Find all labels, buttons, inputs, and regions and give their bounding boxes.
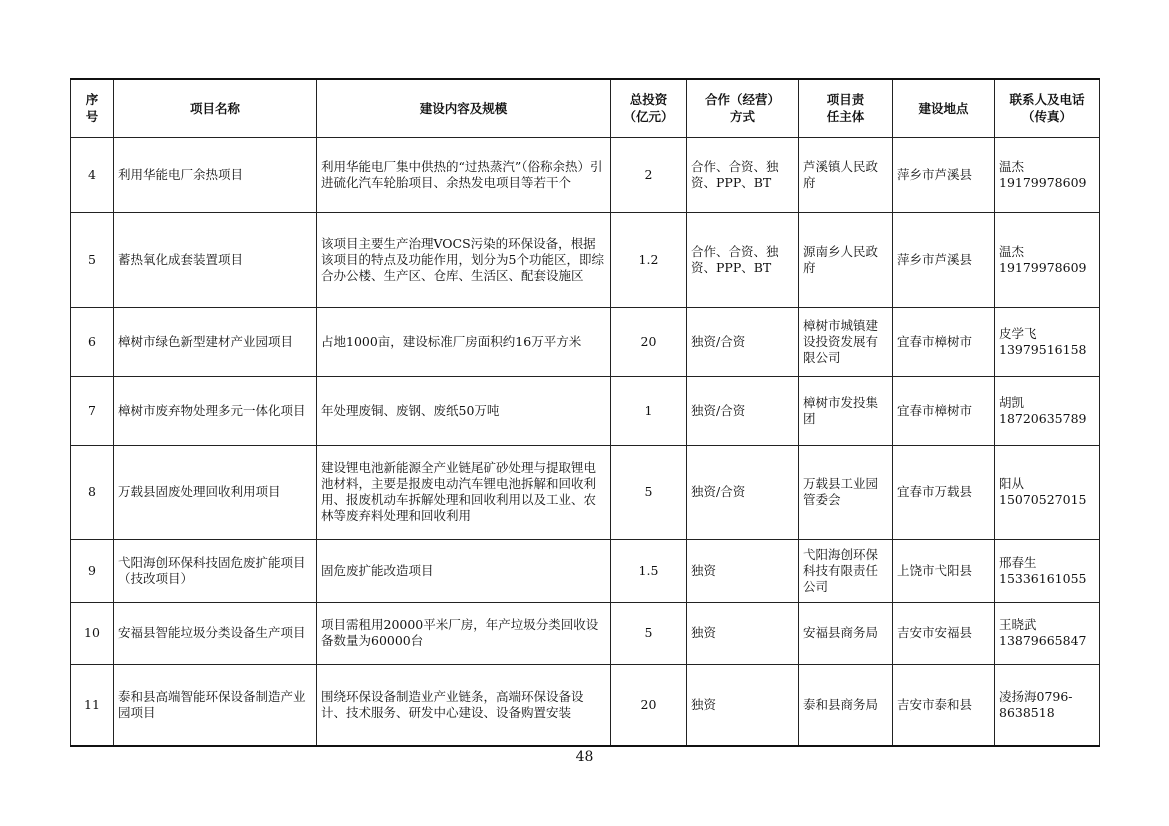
cell-name: 樟树市绿色新型建材产业园项目 [114, 307, 317, 376]
header-seq: 序 号 [71, 79, 114, 137]
header-row [71, 79, 1100, 137]
cell-seq: 6 [71, 307, 114, 376]
cell-content: 利用华能电厂集中供热的“过热蒸汽”（俗称余热）引进硫化汽车轮胎项目、余热发电项目等若干个 [317, 137, 611, 212]
cell-seq: 5 [71, 212, 114, 307]
cell-name: 万载县固废处理回收利用项目 [114, 445, 317, 539]
cell-coop: 独资 [687, 539, 799, 602]
cell-owner: 樟树市发投集团 [799, 376, 893, 445]
cell-location: 上饶市弋阳县 [893, 539, 995, 602]
table-row [71, 137, 1100, 212]
cell-content: 建设锂电池新能源全产业链尾矿砂处理与提取锂电池材料，主要是报废电动汽车锂电池拆解和回收利用、报废机动车拆解处理和回收利用以及工业、农林等废弃料处理和回收利用 [317, 445, 611, 539]
cell-seq: 4 [71, 137, 114, 212]
table-row [71, 664, 1100, 746]
cell-seq: 10 [71, 602, 114, 664]
cell-location: 吉安市安福县 [893, 602, 995, 664]
header-name: 项目名称 [114, 79, 317, 137]
cell-coop: 独资 [687, 602, 799, 664]
cell-location: 宜春市樟树市 [893, 307, 995, 376]
cell-contact: 邢春生 15336161055 [995, 539, 1100, 602]
table-row [71, 212, 1100, 307]
header-content: 建设内容及规模 [317, 79, 611, 137]
project-table [70, 78, 1100, 747]
cell-seq: 8 [71, 445, 114, 539]
header-location: 建设地点 [893, 79, 995, 137]
cell-coop: 独资/合资 [687, 445, 799, 539]
cell-invest: 5 [611, 602, 687, 664]
table-row [71, 602, 1100, 664]
cell-contact: 胡凯 18720635789 [995, 376, 1100, 445]
cell-owner: 万载县工业园管委会 [799, 445, 893, 539]
cell-coop: 合作、合资、独资、PPP、BT [687, 212, 799, 307]
table-row [71, 307, 1100, 376]
cell-name: 安福县智能垃圾分类设备生产项目 [114, 602, 317, 664]
cell-contact: 王晓武 13879665847 [995, 602, 1100, 664]
cell-seq: 11 [71, 664, 114, 746]
cell-location: 萍乡市芦溪县 [893, 212, 995, 307]
cell-location: 萍乡市芦溪县 [893, 137, 995, 212]
cell-invest: 1.5 [611, 539, 687, 602]
cell-owner: 樟树市城镇建设投资发展有限公司 [799, 307, 893, 376]
cell-content: 占地1000亩，建设标准厂房面积约16万平方米 [317, 307, 611, 376]
cell-name: 利用华能电厂余热项目 [114, 137, 317, 212]
cell-owner: 安福县商务局 [799, 602, 893, 664]
header-owner: 项目责 任主体 [799, 79, 893, 137]
cell-content: 项目需租用20000平米厂房，年产垃圾分类回收设备数量为60000台 [317, 602, 611, 664]
cell-coop: 独资/合资 [687, 307, 799, 376]
cell-seq: 7 [71, 376, 114, 445]
cell-name: 泰和县高端智能环保设备制造产业园项目 [114, 664, 317, 746]
cell-owner: 源南乡人民政府 [799, 212, 893, 307]
cell-location: 吉安市泰和县 [893, 664, 995, 746]
cell-contact: 皮学飞 13979516158 [995, 307, 1100, 376]
cell-owner: 芦溪镇人民政府 [799, 137, 893, 212]
cell-invest: 2 [611, 137, 687, 212]
cell-coop: 独资 [687, 664, 799, 746]
cell-location: 宜春市樟树市 [893, 376, 995, 445]
cell-contact: 温杰 19179978609 [995, 212, 1100, 307]
cell-contact: 温杰 19179978609 [995, 137, 1100, 212]
cell-invest: 20 [611, 664, 687, 746]
cell-contact: 凌扬海0796-8638518 [995, 664, 1100, 746]
cell-name: 樟树市废弃物处理多元一体化项目 [114, 376, 317, 445]
cell-seq: 9 [71, 539, 114, 602]
cell-invest: 1 [611, 376, 687, 445]
cell-contact: 阳从 15070527015 [995, 445, 1100, 539]
cell-invest: 20 [611, 307, 687, 376]
table-row [71, 539, 1100, 602]
table-row [71, 376, 1100, 445]
cell-content: 年处理废铜、废钢、废纸50万吨 [317, 376, 611, 445]
cell-coop: 独资/合资 [687, 376, 799, 445]
cell-name: 蓄热氧化成套装置项目 [114, 212, 317, 307]
cell-invest: 1.2 [611, 212, 687, 307]
header-coop: 合作（经营） 方式 [687, 79, 799, 137]
cell-owner: 弋阳海创环保科技有限责任公司 [799, 539, 893, 602]
cell-content: 固危废扩能改造项目 [317, 539, 611, 602]
table-row [71, 445, 1100, 539]
cell-location: 宜春市万载县 [893, 445, 995, 539]
cell-coop: 合作、合资、独资、PPP、BT [687, 137, 799, 212]
cell-owner: 泰和县商务局 [799, 664, 893, 746]
page-number: 48 [575, 749, 594, 765]
header-invest: 总投资 （亿元） [611, 79, 687, 137]
cell-content: 该项目主要生产治理VOCS污染的环保设备，根据该项目的特点及功能作用，划分为5个功能区，即综合办公楼、生产区、仓库、生活区、配套设施区 [317, 212, 611, 307]
header-contact: 联系人及电话 （传真） [995, 79, 1100, 137]
cell-invest: 5 [611, 445, 687, 539]
cell-content: 围绕环保设备制造业产业链条，高端环保设备设计、技术服务、研发中心建设、设备购置安装 [317, 664, 611, 746]
cell-name: 弋阳海创环保科技固危废扩能项目（技改项目） [114, 539, 317, 602]
